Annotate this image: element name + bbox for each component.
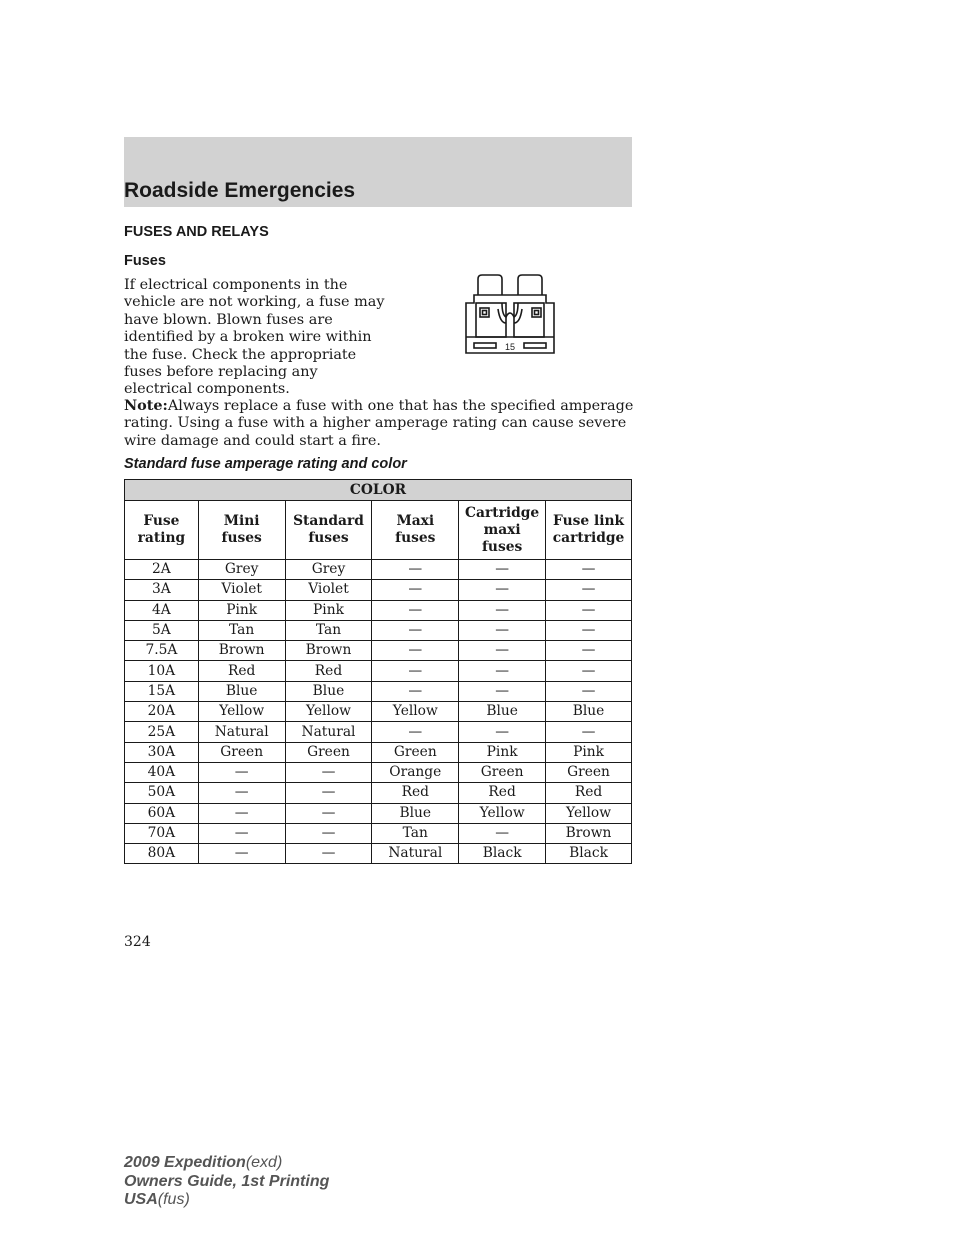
table-cell: Brown: [546, 823, 632, 843]
chapter-header: [124, 137, 632, 207]
table-cell: 30A: [125, 742, 199, 762]
column-header: Fuse link cartridge: [546, 501, 632, 560]
table-cell: —: [285, 844, 372, 864]
table-row: [125, 641, 632, 661]
table-cell: Yellow: [372, 702, 459, 722]
table-cell: Blue: [459, 702, 546, 722]
table-cell: —: [372, 580, 459, 600]
table-cell: —: [372, 641, 459, 661]
table-cell: Brown: [198, 641, 285, 661]
table-cell: —: [285, 783, 372, 803]
table-cell: Violet: [285, 580, 372, 600]
table-cell: Blue: [198, 681, 285, 701]
footer: [124, 1154, 329, 1210]
table-cell: —: [546, 560, 632, 580]
table-cell: Green: [459, 762, 546, 782]
column-header: Mini fuses: [198, 501, 285, 560]
table-cell: 3A: [125, 580, 199, 600]
table-cell: —: [372, 600, 459, 620]
column-header: Maxi fuses: [372, 501, 459, 560]
table-cell: Green: [198, 742, 285, 762]
table-cell: —: [546, 641, 632, 661]
table-cell: 80A: [125, 844, 199, 864]
footer-model: 2009 Expedition: [124, 1154, 246, 1171]
note-text: Always replace a fuse with one that has the specified amperage rating. Using a fuse with a higher amperage rating can cause severe wire damage and could start a fire.: [124, 398, 634, 449]
table-cell: Blue: [372, 803, 459, 823]
table-cell: Orange: [372, 762, 459, 782]
table-cell: —: [198, 844, 285, 864]
table-cell: Grey: [198, 560, 285, 580]
table-cell: —: [198, 783, 285, 803]
table-cell: Black: [459, 844, 546, 864]
chapter-title: Roadside Emergencies: [124, 179, 356, 202]
table-row: [125, 844, 632, 864]
table-cell: —: [459, 600, 546, 620]
table-cell: Blue: [546, 702, 632, 722]
table-row: [125, 702, 632, 722]
footer-edition: Owners Guide, 1st Printing: [124, 1172, 330, 1190]
table-cell: Red: [372, 783, 459, 803]
table-cell: Yellow: [546, 803, 632, 823]
table-cell: Pink: [198, 600, 285, 620]
table-cell: —: [459, 641, 546, 661]
note-paragraph: [124, 397, 634, 450]
subsection-title: Fuses: [124, 253, 166, 269]
table-cell: —: [372, 560, 459, 580]
table-cell: 20A: [125, 702, 199, 722]
table-cell: 5A: [125, 620, 199, 640]
table-row: [125, 783, 632, 803]
table-row: [125, 762, 632, 782]
table-cell: —: [459, 620, 546, 640]
table-row: [125, 803, 632, 823]
footer-model-code: (exd): [245, 1154, 283, 1171]
table-row: [125, 620, 632, 640]
table-cell: Green: [285, 742, 372, 762]
column-header: Cartridge maxi fuses: [459, 501, 546, 560]
table-cell: Pink: [285, 600, 372, 620]
table-cell: 4A: [125, 600, 199, 620]
table-cell: —: [459, 580, 546, 600]
table-cell: Red: [546, 783, 632, 803]
table-cell: 7.5A: [125, 641, 199, 661]
table-row: [125, 722, 632, 742]
table-cell: Green: [546, 762, 632, 782]
table-cell: —: [546, 681, 632, 701]
table-row: [125, 580, 632, 600]
table-cell: —: [285, 762, 372, 782]
table-caption: Standard fuse amperage rating and color: [124, 456, 407, 472]
table-cell: Brown: [285, 641, 372, 661]
table-cell: 60A: [125, 803, 199, 823]
table-row: [125, 661, 632, 681]
table-row: [125, 600, 632, 620]
table-cell: —: [459, 722, 546, 742]
table-cell: —: [198, 803, 285, 823]
table-cell: —: [459, 661, 546, 681]
table-cell: 2A: [125, 560, 199, 580]
table-cell: —: [459, 560, 546, 580]
table-cell: 40A: [125, 762, 199, 782]
table-cell: Yellow: [198, 702, 285, 722]
fuse-icon: [462, 273, 558, 357]
table-cell: Natural: [372, 844, 459, 864]
table-cell: Yellow: [285, 702, 372, 722]
table-cell: —: [285, 823, 372, 843]
table-cell: —: [546, 661, 632, 681]
table-cell: —: [372, 722, 459, 742]
table-cell: 10A: [125, 661, 199, 681]
table-cell: Blue: [285, 681, 372, 701]
table-cell: Red: [198, 661, 285, 681]
note-label: Note:: [124, 397, 168, 414]
table-cell: —: [459, 681, 546, 701]
column-header: Standard fuses: [285, 501, 372, 560]
table-cell: Tan: [372, 823, 459, 843]
table-cell: Pink: [459, 742, 546, 762]
table-cell: Tan: [198, 620, 285, 640]
color-group-header: COLOR: [125, 480, 632, 501]
table-cell: 70A: [125, 823, 199, 843]
fuse-color-table: [124, 479, 632, 864]
section-title: FUSES AND RELAYS: [124, 224, 269, 240]
table-cell: —: [546, 600, 632, 620]
table-row: [125, 681, 632, 701]
footer-market-code: (fus): [157, 1191, 190, 1208]
table-cell: Red: [285, 661, 372, 681]
page-number: 324: [124, 934, 151, 950]
table-cell: —: [459, 823, 546, 843]
table-row: [125, 823, 632, 843]
table-cell: Pink: [546, 742, 632, 762]
table-cell: —: [546, 620, 632, 640]
table-cell: Red: [459, 783, 546, 803]
table-cell: —: [372, 681, 459, 701]
table-cell: Natural: [198, 722, 285, 742]
intro-paragraph: If electrical components in the vehicle are not working, a fuse may have blown. Blown fuses are identified by a broken wire within the fuse. Check the appropriate fuses before replacing any electrical components.: [124, 277, 385, 398]
table-cell: Tan: [285, 620, 372, 640]
table-cell: 15A: [125, 681, 199, 701]
table-cell: —: [198, 762, 285, 782]
table-cell: Yellow: [459, 803, 546, 823]
table-cell: —: [372, 620, 459, 640]
table-cell: Natural: [285, 722, 372, 742]
table-cell: Green: [372, 742, 459, 762]
table-cell: Black: [546, 844, 632, 864]
fuse-label: 15: [504, 342, 516, 352]
table-cell: —: [198, 823, 285, 843]
table-row: [125, 742, 632, 762]
table-cell: Violet: [198, 580, 285, 600]
table-row: [125, 560, 632, 580]
footer-market: USA: [124, 1191, 158, 1208]
column-header: Fuse rating: [125, 501, 199, 560]
table-cell: —: [285, 803, 372, 823]
table-cell: 25A: [125, 722, 199, 742]
table-cell: Grey: [285, 560, 372, 580]
table-cell: —: [372, 661, 459, 681]
table-cell: —: [546, 580, 632, 600]
table-cell: —: [546, 722, 632, 742]
table-cell: 50A: [125, 783, 199, 803]
